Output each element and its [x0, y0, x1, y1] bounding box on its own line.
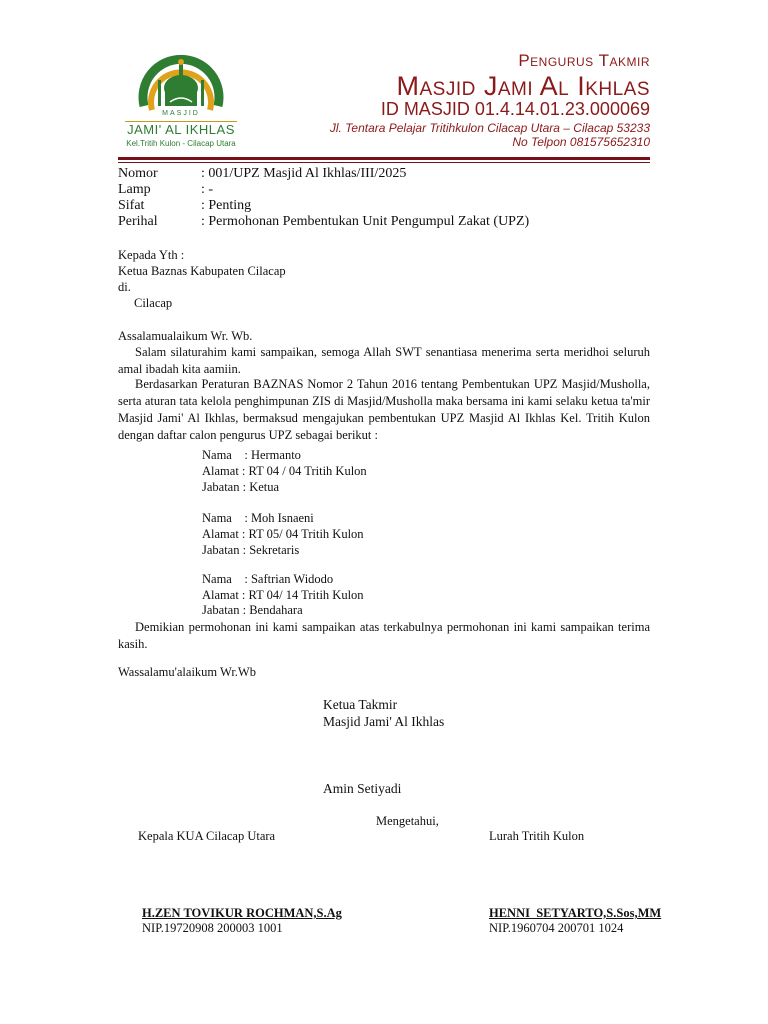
- meta-value-perihal: : Permohonan Pembentukan Unit Pengumpul Zakat (UPZ): [201, 214, 530, 229]
- meta-label-perihal: Perihal: [118, 214, 158, 229]
- recipient-line-2: Ketua Baznas Kabupaten Cilacap: [118, 264, 286, 278]
- candidate-2-jabatan: Jabatan : Sekretaris: [202, 543, 300, 557]
- signer-title-1: Ketua Takmir: [323, 697, 398, 712]
- recipient-line-1: Kepada Yth :: [118, 248, 185, 262]
- candidate-3-jabatan: Jabatan : Bendahara: [202, 603, 303, 617]
- farewell: Wassalamu'alaikum Wr.Wb: [118, 665, 256, 679]
- candidate-2-nama: Nama : Moh Isnaeni: [202, 511, 314, 525]
- right-official-title: Lurah Tritih Kulon: [489, 829, 585, 843]
- right-official-nip: NIP.1960704 200701 1024: [489, 921, 624, 935]
- candidate-1-jabatan: Jabatan : Ketua: [202, 480, 280, 494]
- header-phone: No Telpon 081575652310: [512, 135, 650, 149]
- greeting: Assalamualaikum Wr. Wb.: [118, 329, 253, 343]
- paragraph-1: Salam silaturahim kami sampaikan, semoga Allah SWT senantiasa menerima serta meridhoi seluruh amal ibadah kita aamiin.: [118, 345, 650, 376]
- signer-title-2: Masjid Jami' Al Ikhlas: [323, 714, 445, 729]
- meta-label-lamp: Lamp: [118, 182, 151, 197]
- meta-value-lamp: : -: [201, 182, 214, 197]
- logo-tagline: Kel.Tritih Kulon - Cilacap Utara: [126, 139, 236, 148]
- closing-paragraph: Demikian permohonan ini kami sampaikan atas terkabulnya permohonan ini kami sampaikan terima kasih.: [118, 620, 650, 651]
- header-address: Jl. Tentara Pelajar Tritihkulon Cilacap Utara – Cilacap 53233: [329, 121, 650, 135]
- left-official-title: Kepala KUA Cilacap Utara: [138, 829, 276, 843]
- right-official-name: HENNI SETYARTO,S.Sos,MM: [489, 906, 662, 920]
- meta-label-nomor: Nomor: [118, 166, 158, 181]
- candidate-2-alamat: Alamat : RT 05/ 04 Tritih Kulon: [202, 527, 364, 541]
- candidate-1-nama: Nama : Hermanto: [202, 448, 301, 462]
- meta-label-sifat: Sifat: [118, 198, 145, 213]
- header-divider-thin: [118, 162, 650, 163]
- left-official-nip: NIP.19720908 200003 1001: [142, 921, 283, 935]
- header-masjid-id: ID MASJID 01.4.14.01.23.000069: [380, 99, 650, 119]
- meta-value-nomor: : 001/UPZ Masjid Al Ikhlas/III/2025: [201, 166, 407, 181]
- candidate-1-alamat: Alamat : RT 04 / 04 Tritih Kulon: [202, 464, 367, 478]
- candidate-3-alamat: Alamat : RT 04/ 14 Tritih Kulon: [202, 588, 364, 602]
- left-official-name: H.ZEN TOVIKUR ROCHMAN,S.Ag: [142, 906, 342, 920]
- signer-name: Amin Setiyadi: [323, 781, 402, 796]
- acknowledged-label: Mengetahui,: [376, 814, 439, 828]
- logo-masjid-text: MASJID: [162, 110, 200, 117]
- recipient-line-3: di.: [118, 280, 131, 294]
- candidate-3-nama: Nama : Saftrian Widodo: [202, 572, 334, 586]
- header-line-2: Masjid Jami Al Ikhlas: [396, 71, 650, 101]
- recipient-line-4: Cilacap: [134, 296, 173, 310]
- logo-name: JAMI' AL IKHLAS: [125, 121, 237, 137]
- meta-value-sifat: : Penting: [201, 198, 252, 213]
- header-line-1: Pengurus Takmir: [518, 51, 650, 70]
- header-divider: [118, 157, 650, 160]
- paragraph-2: Berdasarkan Peraturan BAZNAS Nomor 2 Tahun 2016 tentang Pembentukan UPZ Masjid/Musholla, serta aturan tata kelola penghimpunan ZIS di Masjid/Musholla maka bersama ini kami selaku ketua ta'mir Masjid Jami' Al Ikhlas, bermaksud mengajukan pembentukan UPZ Masjid Al Ikhlas Kel. Tritih Kulon dengan daftar calon pengurus UPZ sebagai berikut :: [118, 377, 650, 442]
